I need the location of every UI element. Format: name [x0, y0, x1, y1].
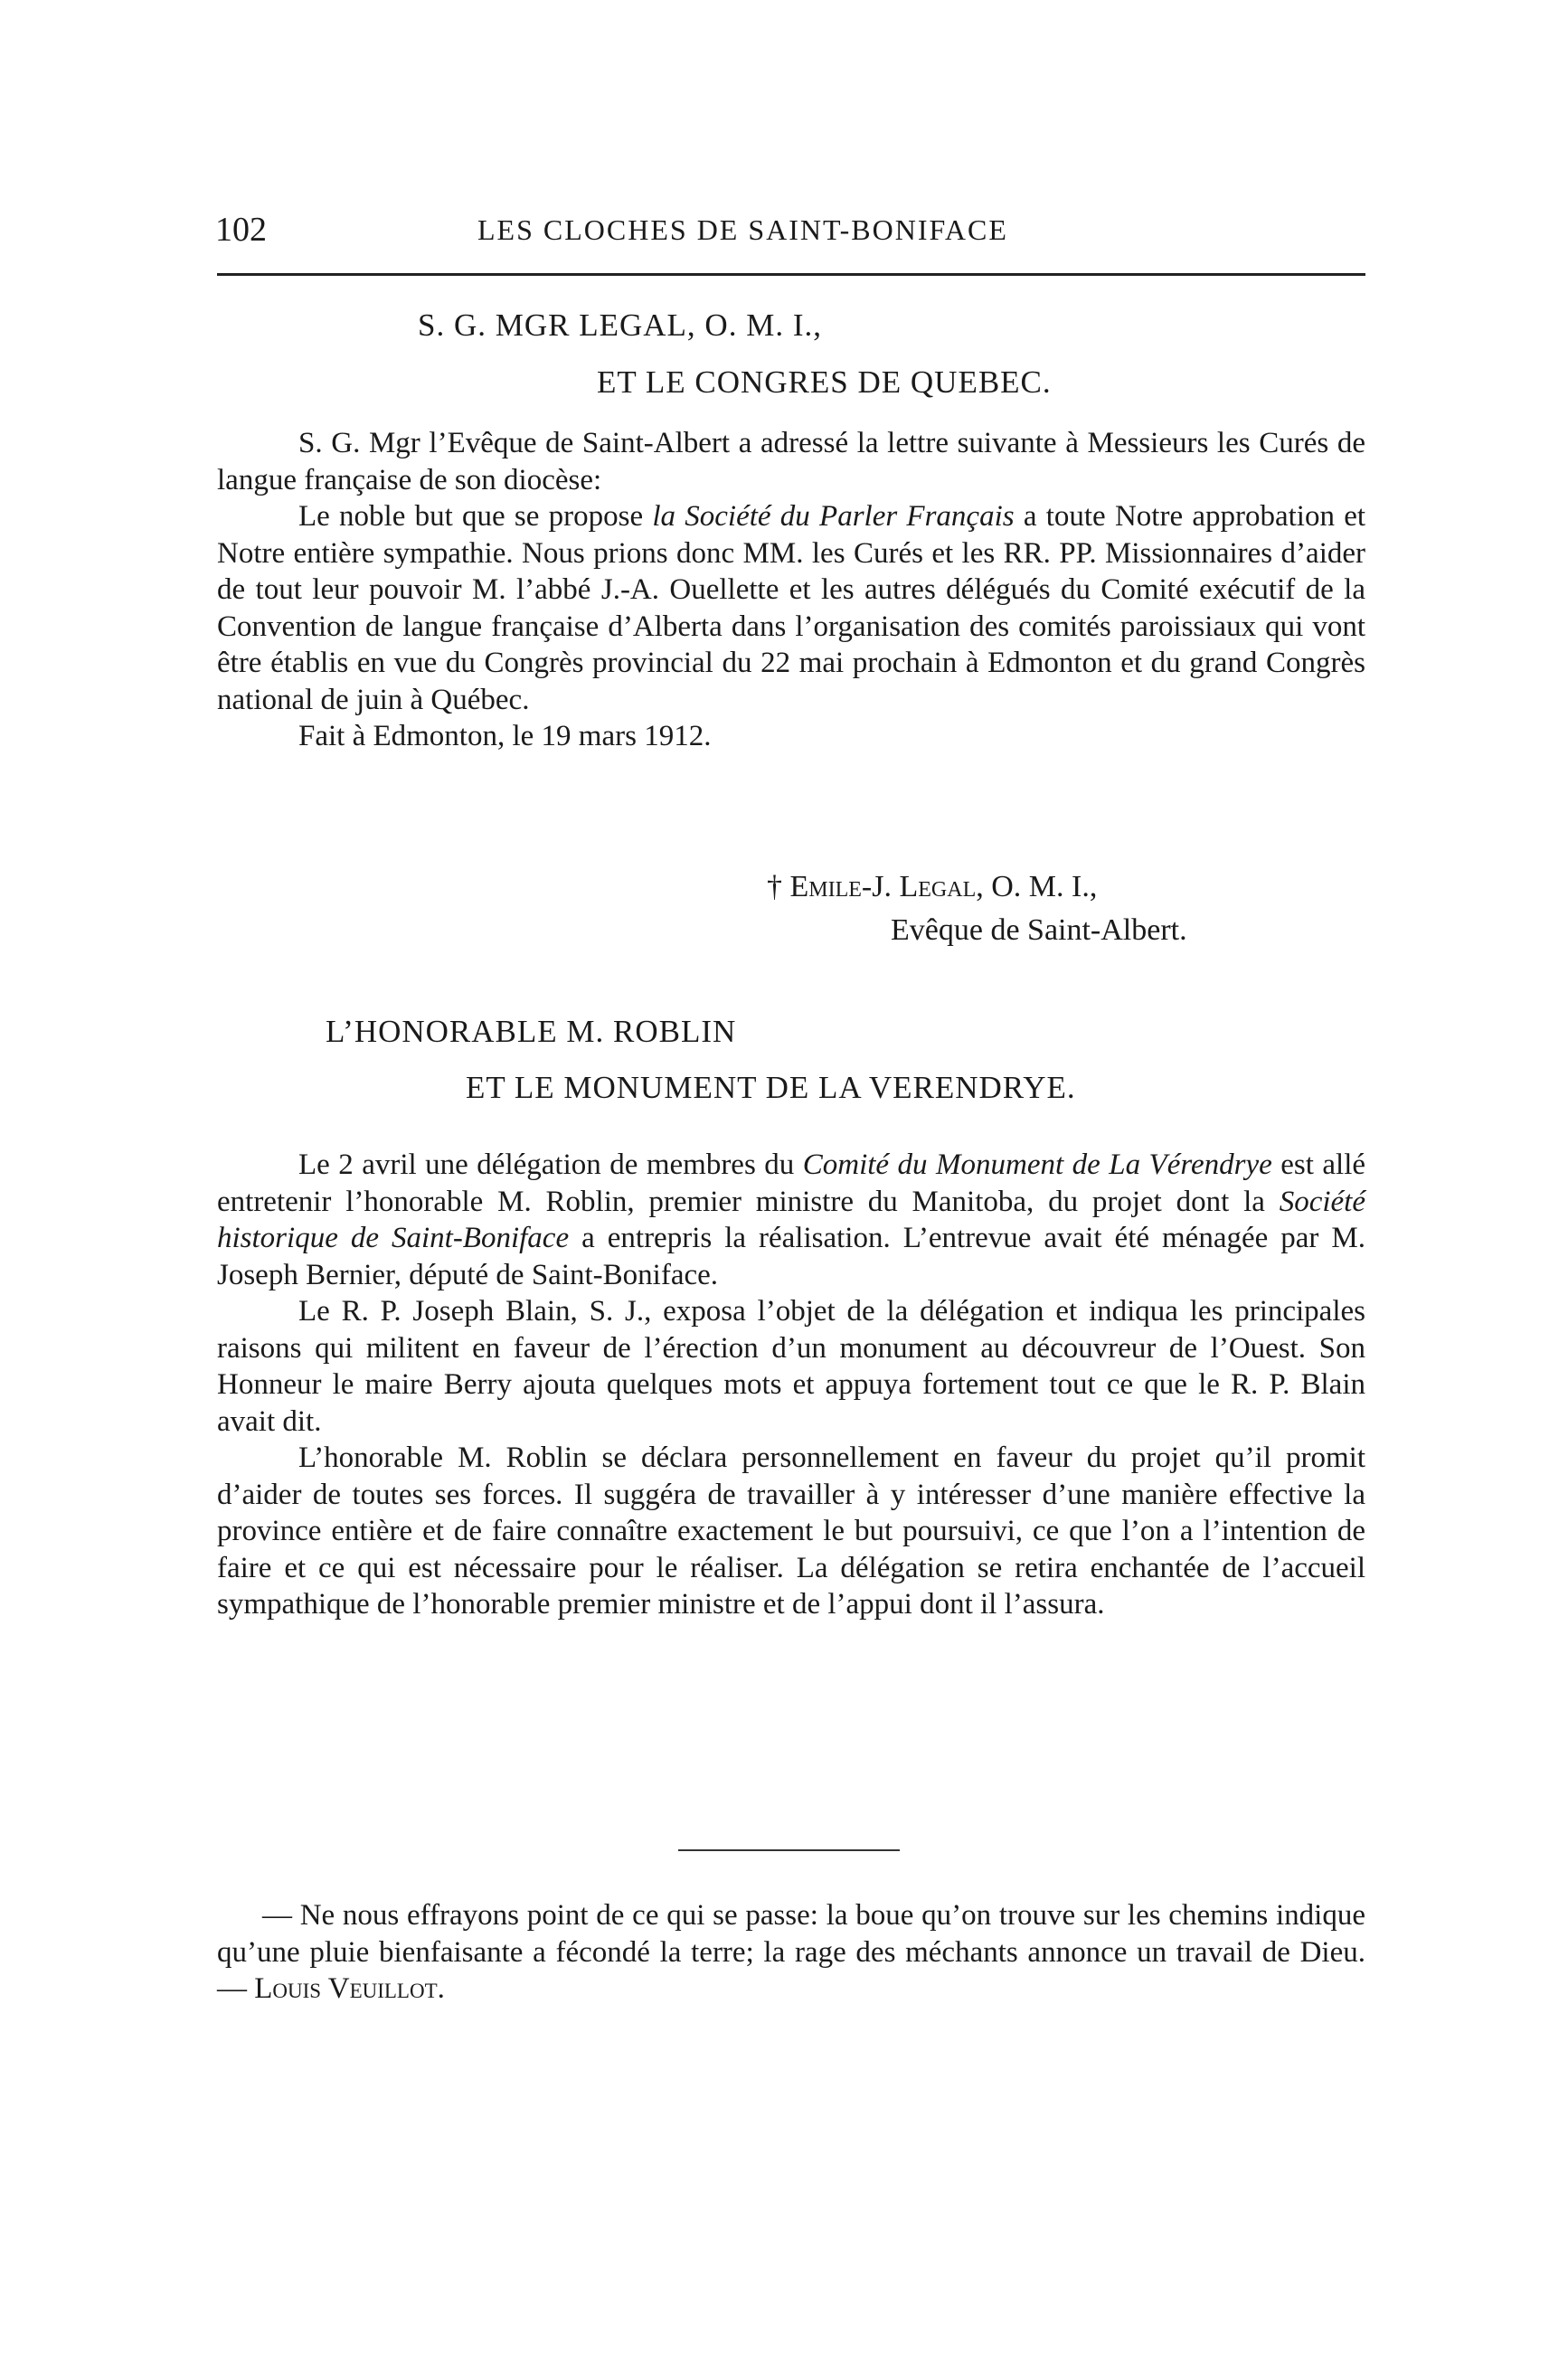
running-header	[215, 210, 1365, 255]
running-title: LES CLOCHES DE SAINT-BONIFACE	[477, 213, 1008, 246]
italic-historical-society: Société historique de Saint-Boniface	[217, 1185, 1365, 1254]
section2-body	[217, 1147, 1365, 1623]
section1-dateline: Fait à Edmonton, le 19 mars 1912.	[298, 720, 712, 752]
header-rule	[217, 273, 1365, 276]
section2-paragraph-3: L’honorable M. Roblin se déclara personnellement en faveur du projet qu’il promit d’aider de toutes ses forces. Il suggéra de travailler à y intéresser d’une manière effective la province entière et de faire connaître exactement le but poursuivi, ce que l’on a l’intention de faire et ce qui est nécessaire pour le réaliser. La délégation se retira enchantée de l’accueil sympathique de l’honorable premier ministre et de l’appui dont il l’assura.	[217, 1441, 1365, 1621]
section1-letter: Le noble but que se propose la Société du Parler Français a toute Notre approbation et Notre entière sympathie. Nous prions donc MM. les Curés et les RR. PP. Missionnaires d’aider de tout leur pouvoir M. l’abbé J.-A. Ouellette et les autres délégués du Comité exécutif de la Convention de langue française d’Alberta dans l’organisation des comités paroissiaux qui vont être établis en vue du Congrès provincial du 22 mai prochain à Edmonton et du grand Congrès national de juin à Québec.	[217, 500, 1366, 716]
section2-heading-line2: ET LE MONUMENT DE LA VERENDRYE.	[466, 1070, 1076, 1105]
italic-committee-name: Comité du Monument de La Vérendrye	[802, 1148, 1272, 1181]
section2-paragraph-2: Le R. P. Joseph Blain, S. J., exposa l’objet de la délégation et indiqua les principales raisons qui militent en faveur de l’érection d’un monument au découvreur de l’Ouest. Son Honneur le maire Berry ajouta quelques mots et appuya fortement tout ce que le R. P. Blain avait dit.	[217, 1295, 1365, 1438]
section1-intro: S. G. Mgr l’Evêque de Saint-Albert a adressé la lettre suivante à Messieurs les Curés de langue française de son diocèse:	[217, 427, 1365, 496]
quote-text: — Ne nous effrayons point de ce qui se passe: la boue qu’on trouve sur les chemins indique qu’une pluie bienfaisante a fécondé la terre; la rage des méchants annonce un travail de Dieu. — Louis Veuillot.	[217, 1899, 1365, 2005]
closing-quote	[217, 1897, 1365, 2008]
signature-name: † Emile-J. Legal, O. M. I.,	[767, 870, 1098, 903]
page-number: 102	[215, 211, 267, 249]
section1-body	[217, 425, 1365, 755]
signature-title: Evêque de Saint-Albert.	[891, 913, 1187, 947]
separator-rule	[678, 1849, 900, 1851]
italic-society-name: la Société du Parler Français	[652, 500, 1015, 533]
section2-heading-line1: L’HONORABLE M. ROBLIN	[326, 1014, 737, 1049]
quote-author: Louis Veuillot.	[254, 1972, 445, 2005]
section1-heading-line2: ET LE CONGRES DE QUEBEC.	[597, 364, 1052, 400]
section2-paragraph-1: Le 2 avril une délégation de membres du Comité du Monument de La Vérendrye est allé entretenir l’honorable M. Roblin, premier ministre du Manitoba, du projet dont la Société historique de Saint-Boniface a entrepris la réalisation. L’entrevue avait été ménagée par M. Joseph Bernier, député de Saint-Boniface.	[217, 1148, 1366, 1291]
section1-heading-line1: S. G. MGR LEGAL, O. M. I.,	[418, 307, 822, 343]
